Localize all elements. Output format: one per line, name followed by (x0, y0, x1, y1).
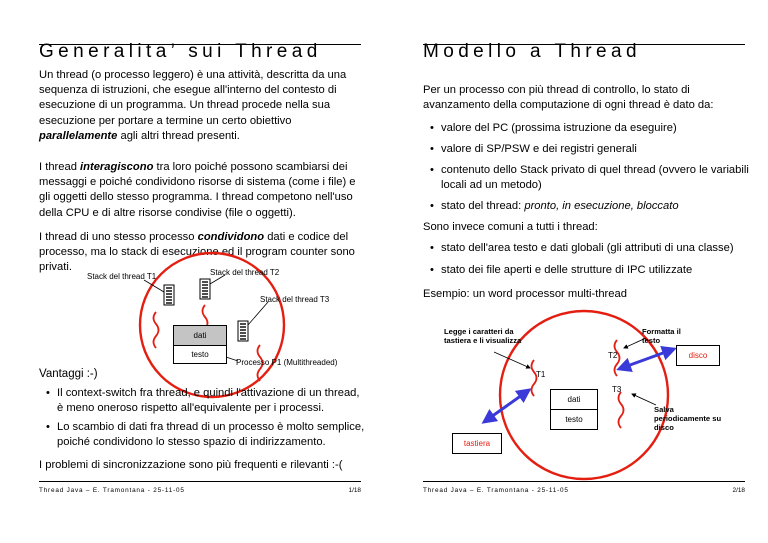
footer-rule (39, 481, 361, 482)
slide-title: Generalita’ sui Thread (39, 41, 322, 62)
pointer-legge (494, 352, 530, 368)
label-t3: T3 (612, 385, 622, 394)
label-legge: Legge i caratteri da tastiera e li visualizza (444, 327, 522, 345)
label-t2: T2 (608, 351, 618, 360)
pointer-t3 (248, 302, 268, 325)
device-disco: disco (676, 345, 720, 366)
advantages-heading: Vantaggi :-) (39, 368, 98, 380)
memory-dati-box: dati (550, 389, 598, 410)
stack-t1-icon (164, 285, 174, 305)
label-stack-t2: Stack del thread T2 (210, 268, 280, 277)
page-number: 1/18 (348, 487, 361, 494)
label-process: Processo P1 (Multithreaded) (236, 358, 338, 367)
device-tastiera: tastiera (452, 433, 502, 454)
problems-note: I problemi di sincronizzazione sono più frequenti e rilevanti :-( (39, 459, 343, 471)
word-processor-diagram (384, 0, 768, 543)
state-item: • stato del thread: pronto, in esecuzione, bloccato (441, 199, 751, 214)
arrow-disco (619, 349, 674, 369)
paragraph-definition: Un thread (o processo leggero) è una attività, descritta da una sequenza di istruzioni, che esegue all'interno del contesto di esecuzione di un programma. Un thread procede nella sua esecuzione per portare a termine un certo obiettivo parallelamente agli altri thread presenti. (39, 69, 347, 142)
advantage-item: • Lo scambio di dati fra thread di un processo è molto semplice, poiché condividono lo stesso spazio di indirizzamento. (57, 420, 367, 450)
shared-item: • stato dell'area testo e dati globali (gli attributi di una classe) (441, 241, 751, 256)
pointer-salva (632, 394, 656, 405)
label-stack-t3: Stack del thread T3 (260, 295, 330, 304)
paragraph-intro: Per un processo con più thread di controllo, lo stato di avanzamento della computazione di ogni thread è dato da: (423, 84, 714, 112)
paragraph-sharing: I thread di uno stesso processo condividono dati e codice del processo, ma lo stack di esecuzione ed il program counter sono privati. (39, 231, 355, 274)
thread-t3-squiggle (619, 392, 624, 428)
slide-title: Modello a Thread (423, 41, 641, 62)
label-stack-t1: Stack del thread T1 (87, 272, 157, 281)
shared-intro: Sono invece comuni a tutti i thread: (423, 221, 598, 233)
memory-testo-box: testo (550, 409, 598, 430)
thread-t1-squiggle (154, 312, 159, 348)
state-item: • contenuto dello Stack privato di quel thread (ovvero le variabili locali ad un metodo) (441, 163, 751, 193)
paragraph-interaction: I thread interagiscono tra loro poiché possono scambiarsi dei messaggi e poiché condividono risorse di sistema (come i file) e gli oggetti dello stesso programma. I thread competono nell'uso della CPU e di altre risorse condivise (file o oggetti). (39, 161, 356, 219)
label-formatta: Formatta il testo (642, 327, 681, 345)
memory-dati-box: dati (173, 325, 227, 346)
state-item: • valore del PC (prossima istruzione da eseguire) (441, 121, 751, 136)
footer-rule (423, 481, 745, 482)
advantage-item: • Il context-switch fra thread, e quindi l'attivazione di un thread, è meno oneroso rispetto all'equivalente per i processi. (57, 386, 367, 416)
footer-text: Thread Java – E. Tramontana - 25-11-05 (39, 487, 185, 494)
footer-text: Thread Java – E. Tramontana - 25-11-05 (423, 487, 569, 494)
memory-testo-box: testo (173, 345, 227, 364)
page-number: 2/18 (732, 487, 745, 494)
shared-item: • stato dei file aperti e delle strutture di IPC utilizzate (441, 263, 751, 278)
label-salva: Salva periodicamente su disco (654, 405, 722, 432)
stack-t3-icon (238, 321, 248, 341)
slide-2 (384, 0, 768, 543)
example-caption: Esempio: un word processor multi-thread (423, 288, 627, 300)
stack-t2-icon (200, 279, 210, 299)
state-item: • valore di SP/PSW e dei registri generali (441, 142, 751, 157)
label-t1: T1 (536, 370, 546, 379)
arrow-tastiera (484, 390, 529, 422)
